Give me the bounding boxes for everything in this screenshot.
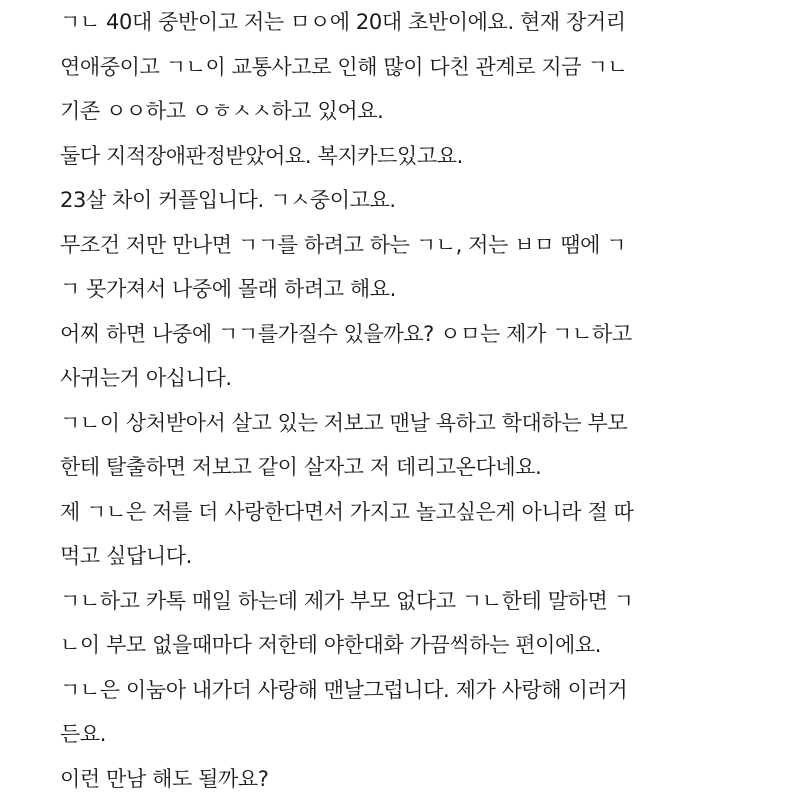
post-line: 기존 ㅇㅇ하고 ㅇㅎㅅㅅ하고 있어요.: [60, 89, 780, 134]
post-line: ㄱㄴ은 이눔아 내가더 사랑해 맨날그럽니다. 제가 사랑해 이러거: [60, 668, 780, 713]
post-line: 먹고 싶답니다.: [60, 534, 780, 579]
post-line: ㄱㄴ하고 카톡 매일 하는데 제가 부모 없다고 ㄱㄴ한테 말하면 ㄱ: [60, 579, 780, 624]
post-line: 한테 탈출하면 저보고 같이 살자고 저 데리고온다네요.: [60, 445, 780, 490]
post-line: ㄱㄴ 40대 중반이고 저는 ㅁㅇ에 20대 초반이에요. 현재 장거리: [60, 0, 780, 45]
post-line: 사귀는거 아십니다.: [60, 356, 780, 401]
post-line: 둘다 지적장애판정받았어요. 복지카드있고요.: [60, 134, 780, 179]
post-line: 이런 만남 해도 될까요?: [60, 757, 780, 801]
post-line: 든요.: [60, 712, 780, 757]
post-line: 23살 차이 커플입니다. ㄱㅅ중이고요.: [60, 178, 780, 223]
post-line: ㄱㄴ이 상처받아서 살고 있는 저보고 맨날 욕하고 학대하는 부모: [60, 401, 780, 446]
post-line: 어찌 하면 나중에 ㄱㄱ를가질수 있을까요? ㅇㅁ는 제가 ㄱㄴ하고: [60, 312, 780, 357]
post-line: 무조건 저만 만나면 ㄱㄱ를 하려고 하는 ㄱㄴ, 저는 ㅂㅁ 땜에 ㄱ: [60, 223, 780, 268]
post-line: ㄴ이 부모 없을때마다 저한테 야한대화 가끔씩하는 편이에요.: [60, 623, 780, 668]
post-body: [60, 0, 780, 801]
post-line: 연애중이고 ㄱㄴ이 교통사고로 인해 많이 다친 관계로 지금 ㄱㄴ: [60, 45, 780, 90]
post-line: ㄱ 못가져서 나중에 몰래 하려고 해요.: [60, 267, 780, 312]
post-line: 제 ㄱㄴ은 저를 더 사랑한다면서 가지고 놀고싶은게 아니라 절 따: [60, 490, 780, 535]
